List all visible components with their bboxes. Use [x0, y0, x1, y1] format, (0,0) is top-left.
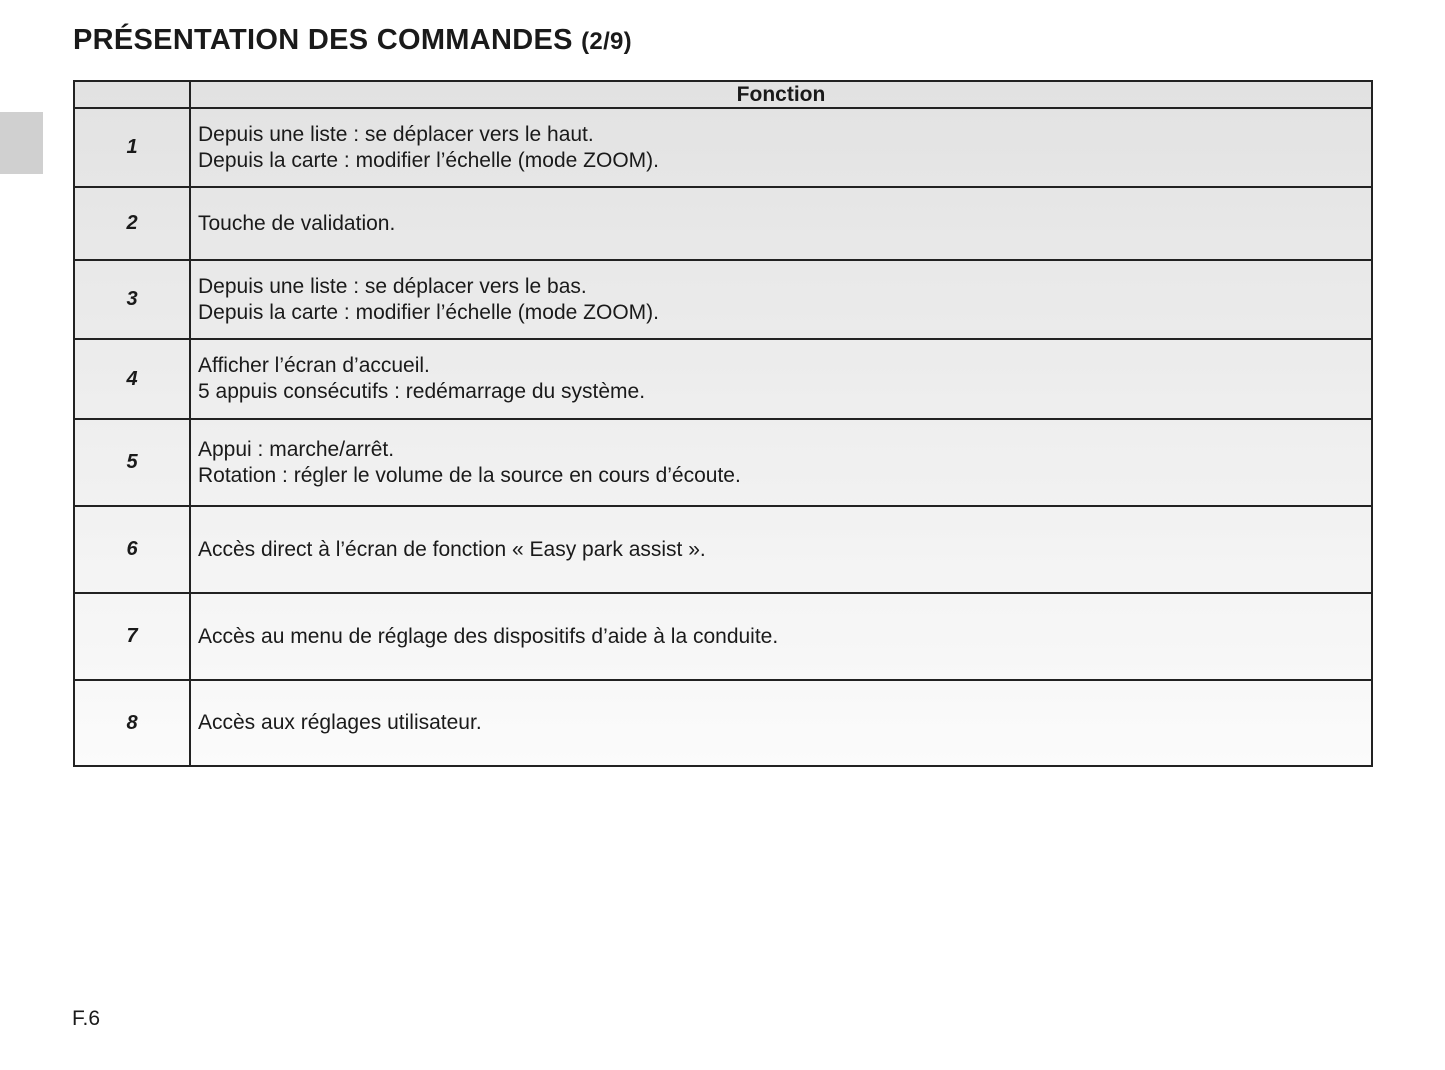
table-row: [74, 593, 1372, 680]
function-line: Accès au menu de réglage des dispositifs d’aide à la conduite.: [198, 624, 779, 648]
function-line: 5 appuis consécutifs : redémarrage du système.: [198, 380, 646, 403]
row-number: 5: [74, 419, 190, 506]
function-line: Afficher l’écran d’accueil.: [198, 354, 430, 377]
page-title: [73, 24, 632, 57]
title-main: PRÉSENTATION DES COMMANDES: [73, 24, 573, 56]
header-number: [74, 81, 190, 108]
row-number: 3: [74, 260, 190, 339]
function-line: Depuis la carte : modifier l’échelle (mode ZOOM).: [198, 148, 659, 172]
function-line: Depuis une liste : se déplacer vers le bas.: [198, 274, 587, 298]
table-row: [74, 506, 1372, 593]
function-line: Depuis une liste : se déplacer vers le haut.: [198, 122, 594, 146]
page-number: F.6: [72, 1007, 101, 1030]
header-function: Fonction: [190, 81, 1372, 108]
row-function: [190, 339, 1372, 419]
row-function: [190, 593, 1372, 680]
row-function: [190, 506, 1372, 593]
table-row: [74, 187, 1372, 260]
table-row: [74, 108, 1372, 187]
commands-table: [73, 80, 1373, 767]
function-line: Appui : marche/arrêt.: [198, 437, 395, 461]
function-line: Accès aux réglages utilisateur.: [198, 711, 482, 734]
table-row: [74, 260, 1372, 339]
function-line: Touche de validation.: [198, 211, 396, 235]
row-number: 4: [74, 339, 190, 419]
row-function: [190, 680, 1372, 766]
table-header-row: [74, 81, 1372, 108]
function-line: Rotation : régler le volume de la source en cours d’écoute.: [198, 463, 741, 487]
row-function: [190, 260, 1372, 339]
row-number: 1: [74, 108, 190, 187]
table-row: [74, 680, 1372, 766]
table-row: [74, 419, 1372, 506]
table-row: [74, 339, 1372, 419]
function-line: Depuis la carte : modifier l’échelle (mode ZOOM).: [198, 300, 659, 324]
title-page-count: (2/9): [581, 28, 632, 55]
row-function: [190, 108, 1372, 187]
row-number: 2: [74, 187, 190, 260]
section-tab-marker: [0, 112, 43, 174]
row-number: 7: [74, 593, 190, 680]
row-number: 8: [74, 680, 190, 766]
function-line: Accès direct à l’écran de fonction « Easy park assist ».: [198, 537, 706, 561]
row-function: [190, 187, 1372, 260]
row-number: 6: [74, 506, 190, 593]
row-function: [190, 419, 1372, 506]
